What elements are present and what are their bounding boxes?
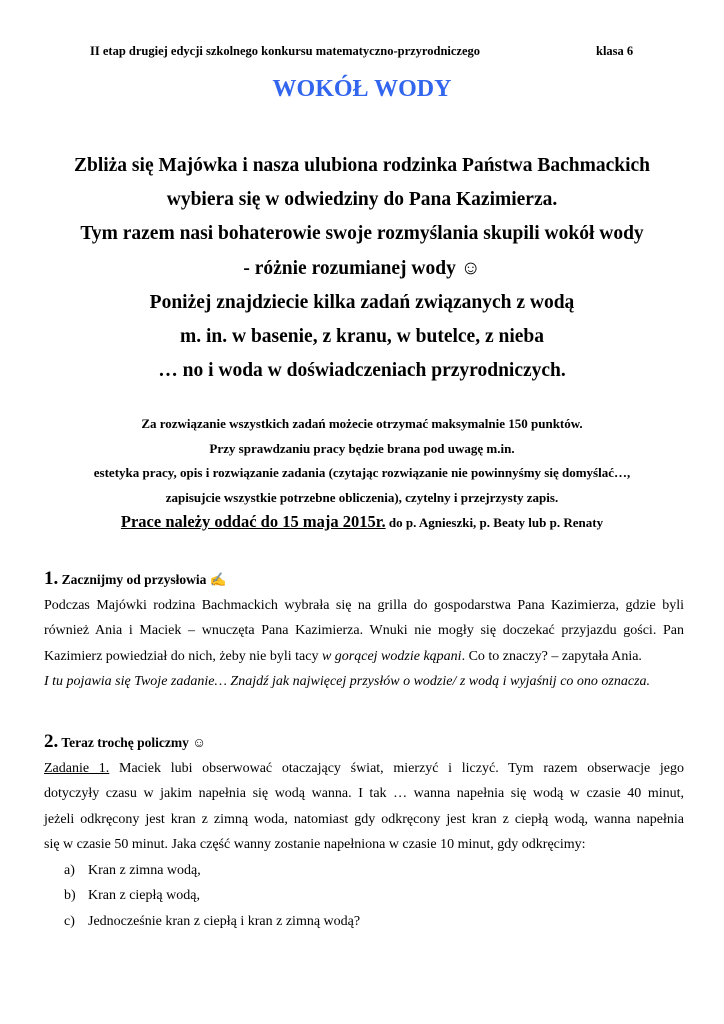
intro-line: - różnie rozumianej wody ☺ <box>243 257 481 279</box>
rules-block <box>0 412 724 536</box>
section-2-heading <box>44 729 684 756</box>
rules-line: estetyka pracy, opis i rozwiązanie zadania (czytając rozwiązanie nie powinnyśmy się domyślać…, <box>93 465 631 480</box>
intro-line: Tym razem nasi bohaterowie swoje rozmyślania skupili wokół wody <box>80 223 644 245</box>
paragraph-line: się w czasie 50 minut. Jaka część wanny zostanie napełniona w czasie 10 minut, gdy odkręcimy: <box>44 837 586 852</box>
grade-label: klasa 6 <box>596 44 634 58</box>
list-marker: a) <box>64 862 75 878</box>
paragraph-line: Podczas Majówki rodzina Bachmackich wybrała się na grilla do gospodarstwa Pana Kazimierza, gdzie byli <box>44 597 684 613</box>
section-2-number: 2. <box>44 731 59 752</box>
section-1-task: I tu pojawia się Twoje zadanie… Znajdź jak najwięcej przysłów o wodzie/ z wodą i wyjaśnij co ono oznacza. <box>44 674 651 689</box>
list-item <box>44 883 684 909</box>
page-title: WOKÓŁ WODY <box>272 76 452 102</box>
deadline-teachers: do p. Agnieszki, p. Beaty lub p. Renaty <box>385 515 604 530</box>
intro-line: m. in. w basenie, z kranu, w butelce, z nieba <box>179 326 544 348</box>
intro-line: … no i woda w doświadczeniach przyrodniczych. <box>158 360 566 382</box>
line-text: . Co to znaczy? – zapytała Ania. <box>461 648 642 664</box>
paragraph-line: również Ania i Maciek – wnuczęta Pana Kazimierza. Wnuki nie mogły się doczekać przyjazdu gości. Pan <box>44 623 684 638</box>
paragraph-line: jeżeli odkręcony jest kran z zimną woda, natomiast gdy odkręcony jest kran z ciepłą wodą, wanna napełnia <box>44 811 684 827</box>
intro-line: Poniżej znajdziecie kilka zadań związanych z wodą <box>149 291 575 313</box>
section-1-heading <box>44 566 684 593</box>
line-text: Kazimierz powiedział do nich, żeby nie byli tacy <box>44 648 322 664</box>
answer-options <box>44 858 684 935</box>
contest-name: II etap drugiej edycji szkolnego konkursu matematyczno-przyrodniczego <box>90 44 481 58</box>
paragraph-line <box>44 644 684 670</box>
section-2-paragraph <box>44 756 684 858</box>
smiley-icon: ☺ <box>192 735 207 750</box>
list-marker: b) <box>64 888 76 903</box>
task-label: Zadanie 1. <box>44 760 110 776</box>
intro-line: wybiera się w odwiedziny do Pana Kazimierza. <box>166 189 558 211</box>
rules-line: Za rozwiązanie wszystkich zadań możecie otrzymać maksymalnie 150 punktów. <box>141 416 583 431</box>
section-1-paragraph <box>44 593 684 695</box>
section-1-title: Zacznijmy od przysłowia <box>61 572 207 587</box>
list-marker: c) <box>64 913 75 929</box>
list-item-text: Kran z zimna wodą, <box>88 862 201 878</box>
intro-block <box>0 149 724 388</box>
list-item-text: Jednocześnie kran z ciepłą i kran z zimną wodą? <box>88 913 361 929</box>
list-item <box>44 909 684 935</box>
line-text: Maciek lubi obserwować otaczający świat, mierzyć i liczyć. Tym razem obserwacje jego <box>109 760 684 776</box>
list-item-text: Kran z ciepłą wodą, <box>88 888 200 903</box>
section-1-number: 1. <box>44 568 59 589</box>
list-item <box>44 858 684 884</box>
rules-line: Przy sprawdzaniu pracy będzie brana pod uwagę m.in. <box>209 440 515 456</box>
intro-line: Zbliża się Majówka i nasza ulubiona rodzinka Państwa Bachmackich <box>73 155 651 176</box>
section-2-title: Teraz trochę policzmy <box>61 735 189 750</box>
writing-hand-icon: ✍ <box>209 572 227 587</box>
deadline-main: Prace należy oddać do 15 maja 2015r. <box>120 512 386 531</box>
paragraph-line <box>44 756 684 782</box>
deadline-line <box>0 510 724 536</box>
section-2 <box>44 729 684 934</box>
section-1 <box>44 566 684 695</box>
rules-line: zapisujcie wszystkie potrzebne obliczenia), czytelny i przejrzysty zapis. <box>165 489 559 505</box>
idiom-text: w gorącej wodzie kąpani <box>321 648 462 664</box>
paragraph-line: dotyczyły czasu w jakim napełnia się wodą wanna. I tak … wanna napełnia się wodą w czasie 40 minut, <box>44 786 684 801</box>
